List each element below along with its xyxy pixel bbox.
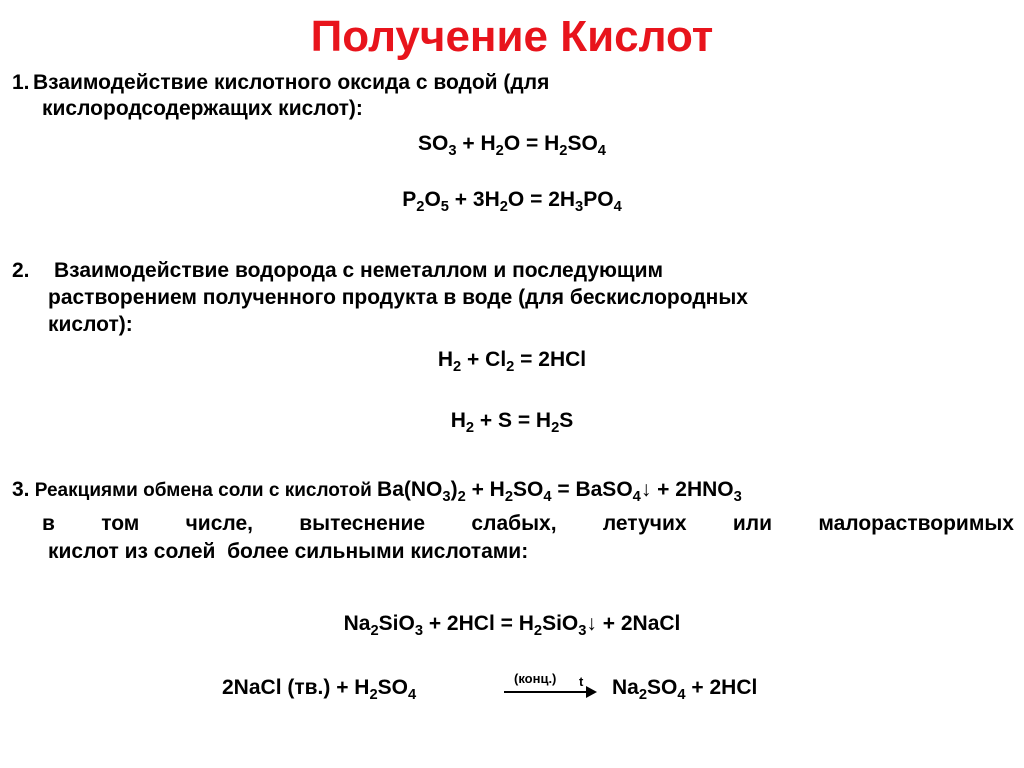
section-1 [12,70,1012,130]
section-1-line-2: кислородсодержащих кислот): [42,97,363,120]
arrow-label-conc: (конц.) [514,671,557,686]
equation-hcl: $H_2 + Cl_2 = 2HCl$ [437,348,587,376]
section-2-number: 2. [12,259,30,282]
equation-h2sio3: $Na_2SiO_3 + 2HCl$ = $H_2SiO_3↓$ + 2NaCl [343,612,681,640]
section-3-number: 3. [12,478,30,501]
section-3-line-1 [12,477,1012,505]
equation-so3: $SO_3 + H_2O = H_2SO_4$ [418,132,606,160]
section-2 [12,258,1012,342]
section-3-text: Реакциями обмена соли с кислотой [29,480,378,501]
equation-h2s: $H_2 + S = H_2S$ [450,409,574,437]
reaction-arrow [492,671,602,701]
equation-p2o5: $P_2O_5 + 3H_2O = 2H_3PO_4$ [402,188,622,216]
section-3-line-3: кислот из солей более сильными кислотами: [48,540,529,563]
equation-nacl-right: $Na_2SO_4 + 2HCl$ [612,676,758,704]
section-3-line-2: в том числе, вытеснение слабых, летучих или малорастворимых [42,512,1014,535]
section-2-line-1: Взаимодействие водорода с неметаллом и последующим [54,259,664,282]
section-2-line-3: кислот): [48,313,133,336]
section-1-line-1: Взаимодействие кислотного оксида с водой (для [33,71,550,94]
equation-baso4: $Ba(NO_3)_2 + H_2SO_4$ = BaSO$_4$↓ + $2HNO_3$ [377,478,742,506]
equation-nacl-left: 2NaCl $(тв.) + H_2SO_4$ [222,676,417,704]
arrow-head-icon [586,686,597,698]
slide-title: Получение Кислот [310,12,714,61]
section-1-number: 1. [12,71,30,94]
arrow-label-heat: t [579,674,584,689]
arrow-line [504,691,590,693]
section-2-line-2: растворением полученного продукта в воде (для бескислородных [48,286,748,309]
